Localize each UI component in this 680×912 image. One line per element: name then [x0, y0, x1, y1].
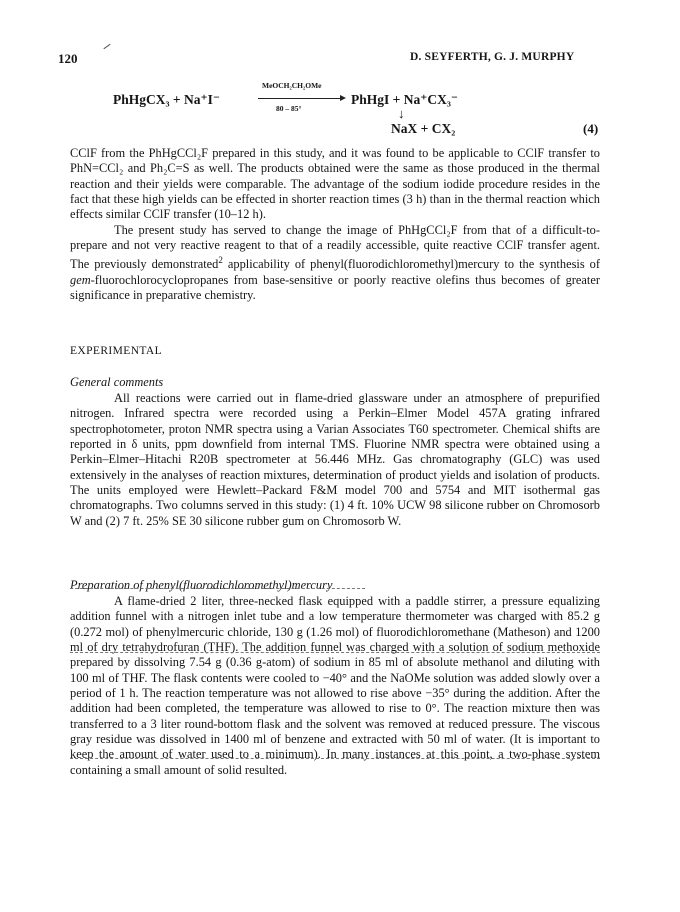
- paragraph-3: All reactions were carried out in flame-dried glassware under an atmosphere of prepurified nitrogen. Infrared spectra were recorded using a Perkin–Elmer Model 457A grating infrared spectrophotometer, proton NMR spectra using a Varian Associates T60 spectrometer. Chemical shifts are reported in δ units, ppm downfield from internal TMS. Fluorine NMR spectra were obtained using a Perkin–Elmer–Hitachi R20B spectrometer at 56.446 MHz. Gas chromatography (GLC) was used extensively in the analyses of reaction mixtures, determination of product yields and isolation of products. The units employed were Hewlett–Packard F&M model 700 and 5754 and MIT isothermal gas chromatographs. Two columns served in this study: (1) 4 ft. 10% UCW 98 silicone rubber on Chromosorb W and (2) 7 ft. 25% SE 30 silicone rubber gum on Chromosorb W.: [70, 391, 600, 528]
- paragraph-results: [70, 146, 600, 303]
- running-head: D. SEYFERTH, G. J. MURPHY: [410, 51, 575, 63]
- equation-solvent: MeOCH₂CH₂OMe: [262, 81, 322, 90]
- equation-reactants: PhHgCX₃ + Na⁺I⁻: [113, 92, 220, 107]
- smudge-line: [70, 758, 600, 759]
- paragraph-2-text-c: -fluorochlorocyclopropanes from base-sensitive or poorly reactive olefins thus becomes of greater significance in preparative chemistry.: [70, 272, 600, 303]
- paragraph-2: [70, 223, 600, 304]
- equation-number: (4): [583, 121, 599, 136]
- page-number: 120: [58, 51, 78, 66]
- equation-decomposition: NaX + CX₂: [391, 121, 456, 136]
- equation-temperature: 80 – 85°: [276, 104, 302, 113]
- paragraph-2-italic: gem: [70, 272, 91, 287]
- paragraph-4: A flame-dried 2 liter, three-necked flask equipped with a paddle stirrer, a pressure equalizing addition funnel with a nitrogen inlet tube and a low temperature thermometer was charged with 85.2 g (0.272 mol) of phenylmercuric chloride, 130 g (1.26 mol) of fluorodichloromethane (Matheson) and 1200 ml of dry tetrahydrofuran (THF). The addition funnel was charged with a solution of sodium methoxide prepared by dissolving 7.54 g (0.36 g-atom) of sodium in 85 ml of absolute methanol and diluting with 100 ml of THF. The flask contents were cooled to −40° and the NaOMe solution was added slowly over a period of 1 h. The reaction temperature was not allowed to rise above −35° during the addition. After the addition had been completed, the temperature was allowed to rise to 0°. The reaction mixture then was transferred to a 3 liter round-bottom flask and the solvent was removed at reduced pressure. The viscous gray residue was dissolved in 1400 ml of benzene and extracted with 50 ml of water. (It is important to keep the amount of water used to a minimum). In many instances at this point, a two-phase system containing a small amount of solid resulted.: [70, 594, 600, 777]
- smudge-line: [70, 588, 365, 589]
- section-heading: EXPERIMENTAL: [70, 345, 163, 357]
- reaction-arrow: [258, 98, 344, 99]
- paragraph-1: CClF from the PhHgCCl₂F prepared in this study, and it was found to be applicable to CClF transfer to PhN=CCl₂ and Ph₂C=S as well. The products obtained were the same as those produced in the thermal reaction and their yields were comparable. The advantage of the sodium iodide procedure resides in the fact that these high yields can be effected in shorter reaction times (3 h) than in the thermal reaction which effects similar CClF transfer (10–12 h).: [70, 146, 600, 222]
- paragraph-preparation: [70, 594, 600, 778]
- paragraph-2-text-b: applicability of phenyl(fluorodichloromethyl)mercury to the synthesis of: [222, 257, 600, 272]
- reference-2: 2: [218, 255, 223, 266]
- paragraph-general-comments: [70, 391, 600, 529]
- subheading-general: General comments: [70, 375, 164, 389]
- smudge-line: [70, 652, 600, 653]
- paragraph-2-text-a: The present study has served to change the image of PhHgCCl₂F from that of a difficult-to-prepare and not very reactive reagent to that of a readily accessible, quite reactive CClF transfer agent. The previously demonstrated: [70, 222, 600, 272]
- subheading-preparation: Preparation of phenyl(fluorodichloromethyl)mercury: [70, 578, 333, 592]
- equation-products: PhHgI + Na⁺CX₃⁻: [351, 92, 458, 107]
- down-arrow-icon: ↓: [398, 106, 405, 121]
- pen-mark: [103, 44, 110, 49]
